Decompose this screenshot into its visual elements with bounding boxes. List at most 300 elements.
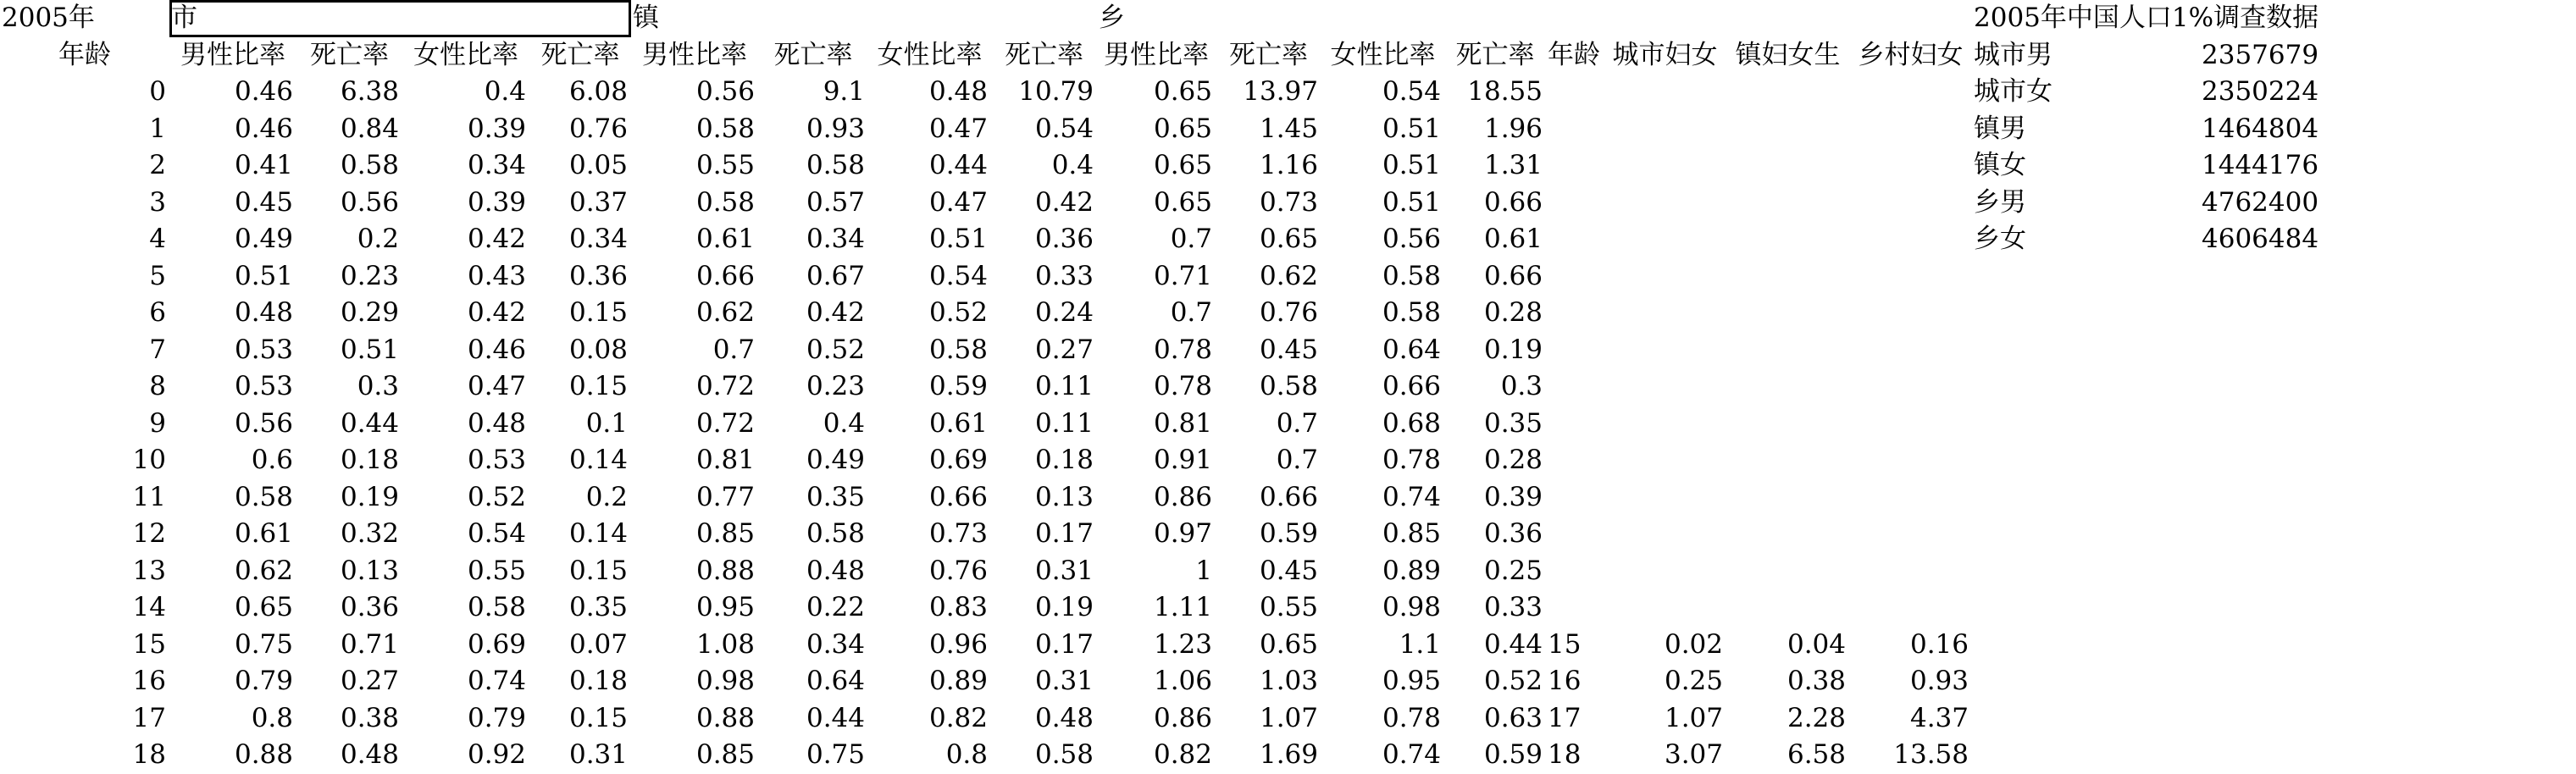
women-age-cell[interactable] [1546, 442, 1604, 479]
town-male-ratio-cell[interactable]: 1.08 [695, 628, 755, 660]
empty-cell[interactable] [2127, 406, 2322, 443]
population-label[interactable]: 城市男 [1974, 39, 2052, 70]
town-women-cell[interactable]: 2.28 [1787, 702, 1846, 733]
empty-cell[interactable] [2127, 516, 2322, 553]
empty-cell[interactable] [1972, 332, 2127, 369]
village-male-death-cell[interactable]: 0.7 [1276, 445, 1318, 476]
city-header-cell[interactable]: 市 [169, 0, 631, 37]
village-female-death-cell[interactable]: 0.66 [1483, 260, 1543, 291]
town-male-ratio-cell[interactable]: 0.77 [695, 481, 755, 512]
town-female-ratio-cell[interactable]: 0.47 [928, 186, 988, 218]
population-label[interactable]: 乡女 [1974, 224, 2026, 255]
village-male-ratio-cell[interactable]: 0.65 [1153, 150, 1212, 181]
city-male-ratio-cell[interactable]: 0.79 [234, 666, 293, 697]
village-male-ratio-cell[interactable]: 1.06 [1153, 666, 1212, 697]
col-header-town-male-ratio[interactable]: 男性比率 [642, 39, 747, 70]
town-male-ratio-cell[interactable]: 0.58 [695, 186, 755, 218]
town-women-cell[interactable]: 0.38 [1787, 666, 1846, 697]
women-age-cell[interactable] [1546, 553, 1604, 590]
age-cell[interactable]: 6 [149, 297, 166, 329]
city-male-death-cell[interactable]: 0.56 [340, 186, 399, 218]
town-male-death-cell[interactable]: 0.57 [806, 186, 865, 218]
city-male-ratio-cell[interactable]: 0.46 [234, 113, 293, 144]
town-male-ratio-cell[interactable]: 0.61 [695, 224, 755, 255]
town-female-death-cell[interactable]: 0.19 [1034, 592, 1094, 623]
village-male-death-cell[interactable]: 0.76 [1259, 297, 1318, 329]
empty-cell[interactable] [1972, 700, 2127, 738]
town-female-death-cell[interactable]: 0.31 [1034, 555, 1094, 586]
empty-cell[interactable] [1972, 589, 2127, 627]
village-female-death-cell[interactable]: 0.3 [1500, 371, 1543, 402]
city-female-death-cell[interactable]: 0.36 [568, 260, 628, 291]
town-women-cell[interactable] [1726, 368, 1849, 406]
city-male-death-cell[interactable]: 0.29 [340, 297, 399, 329]
city-male-ratio-cell[interactable]: 0.48 [234, 297, 293, 329]
age-cell[interactable]: 16 [132, 666, 166, 697]
women-age-cell[interactable] [1546, 479, 1604, 517]
village-female-death-cell[interactable]: 0.63 [1483, 702, 1543, 733]
village-women-cell[interactable]: 0.16 [1909, 628, 1969, 660]
city-female-death-cell[interactable]: 0.37 [568, 186, 628, 218]
city-male-death-cell[interactable]: 0.27 [340, 666, 399, 697]
village-female-death-cell[interactable]: 0.25 [1483, 555, 1543, 586]
town-male-ratio-cell[interactable]: 0.95 [695, 592, 755, 623]
city-women-cell[interactable] [1604, 185, 1726, 222]
village-male-death-cell[interactable]: 0.55 [1259, 592, 1318, 623]
village-female-death-cell[interactable]: 0.59 [1483, 739, 1543, 771]
women-age-cell[interactable] [1546, 221, 1604, 258]
city-women-cell[interactable] [1604, 221, 1726, 258]
population-label[interactable]: 乡男 [1974, 186, 2026, 218]
town-male-ratio-cell[interactable]: 0.72 [695, 371, 755, 402]
city-women-cell[interactable] [1604, 406, 1726, 443]
city-male-death-cell[interactable]: 0.32 [340, 518, 399, 550]
town-male-death-cell[interactable]: 9.1 [823, 76, 865, 108]
women-age-cell[interactable] [1546, 111, 1604, 148]
town-male-ratio-cell[interactable]: 0.56 [695, 76, 755, 108]
village-women-cell[interactable] [1849, 258, 1972, 296]
village-male-death-cell[interactable]: 0.62 [1259, 260, 1318, 291]
village-female-ratio-cell[interactable]: 0.78 [1382, 445, 1441, 476]
city-female-death-cell[interactable]: 0.05 [568, 150, 628, 181]
city-women-cell[interactable] [1604, 516, 1726, 553]
empty-cell[interactable] [2127, 332, 2322, 369]
village-male-ratio-cell[interactable]: 0.78 [1153, 371, 1212, 402]
village-women-cell[interactable] [1849, 111, 1972, 148]
village-male-ratio-cell[interactable]: 0.71 [1153, 260, 1212, 291]
empty-cell[interactable] [1972, 553, 2127, 590]
town-female-ratio-cell[interactable]: 0.66 [928, 481, 988, 512]
city-male-death-cell[interactable]: 0.48 [340, 739, 399, 771]
town-women-cell[interactable] [1726, 589, 1849, 627]
col-header-village-male-ratio[interactable]: 男性比率 [1104, 39, 1209, 70]
city-male-ratio-cell[interactable]: 0.88 [234, 739, 293, 771]
age-cell[interactable]: 12 [132, 518, 166, 550]
town-male-ratio-cell[interactable]: 0.72 [695, 407, 755, 439]
city-male-death-cell[interactable]: 0.18 [340, 445, 399, 476]
village-female-ratio-cell[interactable]: 0.89 [1382, 555, 1441, 586]
city-women-cell[interactable] [1604, 147, 1726, 185]
village-female-ratio-cell[interactable]: 0.51 [1382, 186, 1441, 218]
empty-cell[interactable] [1849, 0, 1972, 37]
col-header-village-female-ratio[interactable]: 女性比率 [1330, 39, 1436, 70]
city-female-death-cell[interactable]: 0.15 [568, 702, 628, 733]
village-male-death-cell[interactable]: 0.45 [1259, 555, 1318, 586]
town-women-cell[interactable] [1726, 479, 1849, 517]
city-male-ratio-cell[interactable]: 0.56 [234, 407, 293, 439]
empty-cell[interactable] [2127, 258, 2322, 296]
women-age-cell[interactable] [1546, 406, 1604, 443]
village-male-ratio-cell[interactable]: 1.11 [1153, 592, 1212, 623]
town-male-ratio-cell[interactable]: 0.88 [695, 702, 755, 733]
town-male-ratio-cell[interactable]: 0.62 [695, 297, 755, 329]
town-female-ratio-cell[interactable]: 0.58 [928, 334, 988, 365]
empty-cell[interactable] [2127, 700, 2322, 738]
empty-cell[interactable] [2127, 368, 2322, 406]
town-female-ratio-cell[interactable]: 0.82 [928, 702, 988, 733]
city-male-ratio-cell[interactable]: 0.51 [234, 260, 293, 291]
town-male-ratio-cell[interactable]: 0.81 [695, 445, 755, 476]
village-male-ratio-cell[interactable]: 0.7 [1170, 297, 1212, 329]
city-female-ratio-cell[interactable]: 0.43 [467, 260, 526, 291]
city-female-ratio-cell[interactable]: 0.39 [467, 113, 526, 144]
village-male-ratio-cell[interactable]: 0.65 [1153, 76, 1212, 108]
village-female-death-cell[interactable]: 18.55 [1467, 76, 1543, 108]
village-female-ratio-cell[interactable]: 0.58 [1382, 297, 1441, 329]
col-header-city-male-death[interactable]: 死亡率 [310, 39, 389, 70]
age-cell[interactable]: 17 [132, 702, 166, 733]
town-male-death-cell[interactable]: 0.48 [806, 555, 865, 586]
empty-cell[interactable] [1972, 663, 2127, 700]
empty-cell[interactable] [1216, 0, 1321, 37]
village-female-ratio-cell[interactable]: 0.95 [1382, 666, 1441, 697]
age-cell[interactable]: 7 [149, 334, 166, 365]
city-female-ratio-cell[interactable]: 0.55 [467, 555, 526, 586]
city-male-death-cell[interactable]: 0.51 [340, 334, 399, 365]
empty-cell[interactable] [1972, 295, 2127, 332]
village-male-death-cell[interactable]: 1.16 [1259, 150, 1318, 181]
town-female-death-cell[interactable]: 0.27 [1034, 334, 1094, 365]
col-header-city-male-ratio[interactable]: 男性比率 [180, 39, 285, 70]
town-female-ratio-cell[interactable]: 0.8 [945, 739, 988, 771]
village-male-death-cell[interactable]: 0.58 [1259, 371, 1318, 402]
empty-cell[interactable] [1972, 516, 2127, 553]
village-male-ratio-cell[interactable]: 1 [1195, 555, 1212, 586]
city-female-ratio-cell[interactable]: 0.54 [467, 518, 526, 550]
town-female-death-cell[interactable]: 0.33 [1034, 260, 1094, 291]
empty-cell[interactable] [2127, 295, 2322, 332]
village-female-death-cell[interactable]: 0.36 [1483, 518, 1543, 550]
village-male-death-cell[interactable]: 0.65 [1259, 628, 1318, 660]
village-female-death-cell[interactable]: 0.61 [1483, 224, 1543, 255]
empty-cell[interactable] [1972, 368, 2127, 406]
town-male-death-cell[interactable]: 0.23 [806, 371, 865, 402]
city-women-cell[interactable] [1604, 332, 1726, 369]
town-female-ratio-cell[interactable]: 0.47 [928, 113, 988, 144]
village-female-death-cell[interactable]: 0.33 [1483, 592, 1543, 623]
town-women-cell[interactable] [1726, 406, 1849, 443]
village-female-ratio-cell[interactable]: 0.51 [1382, 113, 1441, 144]
women-age-cell[interactable] [1546, 332, 1604, 369]
city-female-ratio-cell[interactable]: 0.92 [467, 739, 526, 771]
town-women-cell[interactable] [1726, 516, 1849, 553]
village-female-death-cell[interactable]: 0.66 [1483, 186, 1543, 218]
village-female-death-cell[interactable]: 0.28 [1483, 445, 1543, 476]
city-female-death-cell[interactable]: 0.15 [568, 555, 628, 586]
village-female-ratio-cell[interactable]: 1.1 [1399, 628, 1441, 660]
town-female-ratio-cell[interactable]: 0.73 [928, 518, 988, 550]
village-women-cell[interactable] [1849, 589, 1972, 627]
village-female-ratio-cell[interactable]: 0.68 [1382, 407, 1441, 439]
city-male-death-cell[interactable]: 0.19 [340, 481, 399, 512]
city-women-cell[interactable]: 3.07 [1664, 739, 1723, 771]
city-female-ratio-cell[interactable]: 0.42 [467, 224, 526, 255]
town-male-death-cell[interactable]: 0.58 [806, 150, 865, 181]
col-header-town-male-death[interactable]: 死亡率 [773, 39, 853, 70]
city-male-ratio-cell[interactable]: 0.61 [234, 518, 293, 550]
village-women-cell[interactable]: 13.58 [1893, 739, 1969, 771]
town-female-ratio-cell[interactable]: 0.54 [928, 260, 988, 291]
city-female-death-cell[interactable]: 6.08 [568, 76, 628, 108]
town-male-ratio-cell[interactable]: 0.85 [695, 518, 755, 550]
village-male-ratio-cell[interactable]: 0.91 [1153, 445, 1212, 476]
town-female-ratio-cell[interactable]: 0.96 [928, 628, 988, 660]
village-women-cell[interactable] [1849, 147, 1972, 185]
empty-cell[interactable] [2127, 553, 2322, 590]
town-female-death-cell[interactable]: 10.79 [1018, 76, 1094, 108]
city-male-death-cell[interactable]: 0.38 [340, 702, 399, 733]
village-header-cell[interactable]: 乡 [1099, 3, 1125, 34]
town-women-cell[interactable] [1726, 221, 1849, 258]
age-cell[interactable]: 18 [132, 739, 166, 771]
village-male-ratio-cell[interactable]: 0.81 [1153, 407, 1212, 439]
city-women-cell[interactable]: 1.07 [1664, 702, 1723, 733]
age-cell[interactable]: 5 [149, 260, 166, 291]
col-header-town-female-death[interactable]: 死亡率 [1005, 39, 1083, 70]
empty-cell[interactable] [1972, 479, 2127, 517]
town-male-death-cell[interactable]: 0.22 [806, 592, 865, 623]
col-header-city-female-death[interactable]: 死亡率 [540, 39, 620, 70]
women-age-cell[interactable] [1546, 258, 1604, 296]
town-male-death-cell[interactable]: 0.4 [823, 407, 865, 439]
city-male-ratio-cell[interactable]: 0.46 [234, 76, 293, 108]
city-male-death-cell[interactable]: 0.13 [340, 555, 399, 586]
empty-cell[interactable] [1546, 0, 1604, 37]
town-male-ratio-cell[interactable]: 0.88 [695, 555, 755, 586]
city-male-ratio-cell[interactable]: 0.49 [234, 224, 293, 255]
source-title-cell[interactable]: 2005年中国人口1%调查数据 [1974, 3, 2319, 34]
village-women-cell[interactable] [1849, 74, 1972, 111]
village-women-cell[interactable]: 4.37 [1909, 702, 1969, 733]
town-female-ratio-cell[interactable]: 0.83 [928, 592, 988, 623]
city-female-ratio-cell[interactable]: 0.52 [467, 481, 526, 512]
population-value[interactable]: 4606484 [2202, 224, 2319, 255]
village-male-ratio-cell[interactable]: 0.86 [1153, 702, 1212, 733]
town-header-cell[interactable]: 镇 [633, 3, 659, 34]
women-age-cell[interactable] [1546, 74, 1604, 111]
village-male-death-cell[interactable]: 1.69 [1259, 739, 1318, 771]
town-male-death-cell[interactable]: 0.34 [806, 628, 865, 660]
village-women-cell[interactable] [1849, 368, 1972, 406]
population-value[interactable]: 1444176 [2202, 150, 2319, 181]
village-women-cell[interactable] [1849, 221, 1972, 258]
village-male-ratio-cell[interactable]: 1.23 [1153, 628, 1212, 660]
town-women-cell[interactable]: 0.04 [1787, 628, 1846, 660]
village-female-ratio-cell[interactable]: 0.64 [1382, 334, 1441, 365]
city-female-death-cell[interactable]: 0.18 [568, 666, 628, 697]
city-male-ratio-cell[interactable]: 0.62 [234, 555, 293, 586]
empty-cell[interactable] [2127, 627, 2322, 664]
town-male-ratio-cell[interactable]: 0.55 [695, 150, 755, 181]
age-cell[interactable]: 14 [132, 592, 166, 623]
empty-cell[interactable] [1972, 406, 2127, 443]
women-age-cell[interactable]: 16 [1548, 666, 1582, 697]
city-male-death-cell[interactable]: 0.44 [340, 407, 399, 439]
col-header-city-female-ratio[interactable]: 女性比率 [413, 39, 518, 70]
women-age-cell[interactable] [1546, 368, 1604, 406]
empty-cell[interactable] [2127, 737, 2322, 774]
village-women-cell[interactable]: 0.93 [1909, 666, 1969, 697]
town-female-death-cell[interactable]: 0.17 [1034, 628, 1094, 660]
village-male-death-cell[interactable]: 1.45 [1259, 113, 1318, 144]
city-male-ratio-cell[interactable]: 0.6 [251, 445, 293, 476]
col-header-village-female-death[interactable]: 死亡率 [1455, 39, 1535, 70]
city-female-ratio-cell[interactable]: 0.53 [467, 445, 526, 476]
town-women-cell[interactable] [1726, 111, 1849, 148]
village-male-ratio-cell[interactable]: 0.97 [1153, 518, 1212, 550]
village-male-death-cell[interactable]: 13.97 [1243, 76, 1318, 108]
village-female-ratio-cell[interactable]: 0.66 [1382, 371, 1441, 402]
empty-cell[interactable] [1604, 0, 1726, 37]
city-male-death-cell[interactable]: 0.71 [340, 628, 399, 660]
col-header-age[interactable]: 年龄 [58, 39, 111, 70]
village-female-death-cell[interactable]: 1.31 [1483, 150, 1543, 181]
village-women-cell[interactable] [1849, 406, 1972, 443]
town-male-ratio-cell[interactable]: 0.85 [695, 739, 755, 771]
city-female-death-cell[interactable]: 0.31 [568, 739, 628, 771]
age-cell[interactable]: 8 [149, 371, 166, 402]
town-female-death-cell[interactable]: 0.13 [1034, 481, 1094, 512]
town-female-death-cell[interactable]: 0.42 [1034, 186, 1094, 218]
empty-cell[interactable] [1972, 627, 2127, 664]
town-male-death-cell[interactable]: 0.64 [806, 666, 865, 697]
village-male-death-cell[interactable]: 0.45 [1259, 334, 1318, 365]
town-male-death-cell[interactable]: 0.42 [806, 297, 865, 329]
village-women-cell[interactable] [1849, 442, 1972, 479]
town-male-ratio-cell[interactable]: 0.66 [695, 260, 755, 291]
village-female-ratio-cell[interactable]: 0.78 [1382, 702, 1441, 733]
city-female-death-cell[interactable]: 0.76 [568, 113, 628, 144]
village-women-cell[interactable] [1849, 332, 1972, 369]
population-value[interactable]: 2357679 [2202, 39, 2319, 70]
village-female-death-cell[interactable]: 0.44 [1483, 628, 1543, 660]
village-male-ratio-cell[interactable]: 0.65 [1153, 113, 1212, 144]
women-age-cell[interactable]: 18 [1548, 739, 1582, 771]
town-male-death-cell[interactable]: 0.67 [806, 260, 865, 291]
age-cell[interactable]: 15 [132, 628, 166, 660]
town-male-death-cell[interactable]: 0.34 [806, 224, 865, 255]
village-female-ratio-cell[interactable]: 0.54 [1382, 76, 1441, 108]
women-age-cell[interactable] [1546, 295, 1604, 332]
city-female-death-cell[interactable]: 0.35 [568, 592, 628, 623]
empty-cell[interactable] [1972, 258, 2127, 296]
city-female-death-cell[interactable]: 0.07 [568, 628, 628, 660]
city-women-cell[interactable] [1604, 258, 1726, 296]
town-female-ratio-cell[interactable]: 0.69 [928, 445, 988, 476]
city-male-ratio-cell[interactable]: 0.53 [234, 371, 293, 402]
town-male-death-cell[interactable]: 0.44 [806, 702, 865, 733]
town-women-cell[interactable]: 6.58 [1787, 739, 1846, 771]
town-male-death-cell[interactable]: 0.93 [806, 113, 865, 144]
empty-cell[interactable] [2127, 589, 2322, 627]
age-cell[interactable]: 2 [149, 150, 166, 181]
city-female-ratio-cell[interactable]: 0.69 [467, 628, 526, 660]
village-male-death-cell[interactable]: 0.73 [1259, 186, 1318, 218]
age-cell[interactable]: 4 [149, 224, 166, 255]
age-cell[interactable]: 3 [149, 186, 166, 218]
city-female-ratio-cell[interactable]: 0.74 [467, 666, 526, 697]
town-female-death-cell[interactable]: 0.11 [1034, 407, 1094, 439]
town-female-ratio-cell[interactable]: 0.89 [928, 666, 988, 697]
women-age-cell[interactable] [1546, 589, 1604, 627]
city-male-death-cell[interactable]: 0.2 [357, 224, 399, 255]
village-male-death-cell[interactable]: 1.07 [1259, 702, 1318, 733]
city-female-ratio-cell[interactable]: 0.79 [467, 702, 526, 733]
city-female-ratio-cell[interactable]: 0.42 [467, 297, 526, 329]
town-male-ratio-cell[interactable]: 0.58 [695, 113, 755, 144]
col-header-city-women[interactable]: 城市妇女 [1612, 39, 1718, 70]
city-female-death-cell[interactable]: 0.34 [568, 224, 628, 255]
city-female-ratio-cell[interactable]: 0.4 [484, 76, 526, 108]
city-women-cell[interactable] [1604, 479, 1726, 517]
city-female-ratio-cell[interactable]: 0.46 [467, 334, 526, 365]
city-male-death-cell[interactable]: 0.58 [340, 150, 399, 181]
city-women-cell[interactable] [1604, 589, 1726, 627]
village-female-ratio-cell[interactable]: 0.74 [1382, 481, 1441, 512]
town-male-ratio-cell[interactable]: 0.98 [695, 666, 755, 697]
village-female-ratio-cell[interactable]: 0.58 [1382, 260, 1441, 291]
village-female-death-cell[interactable]: 0.35 [1483, 407, 1543, 439]
village-male-ratio-cell[interactable]: 0.82 [1153, 739, 1212, 771]
age-cell[interactable]: 1 [149, 113, 166, 144]
town-female-death-cell[interactable]: 0.58 [1034, 739, 1094, 771]
town-female-ratio-cell[interactable]: 0.59 [928, 371, 988, 402]
city-male-death-cell[interactable]: 0.84 [340, 113, 399, 144]
empty-cell[interactable] [2127, 442, 2322, 479]
women-age-cell[interactable] [1546, 185, 1604, 222]
town-male-death-cell[interactable]: 0.49 [806, 445, 865, 476]
town-women-cell[interactable] [1726, 553, 1849, 590]
empty-cell[interactable] [2127, 479, 2322, 517]
village-male-death-cell[interactable]: 1.03 [1259, 666, 1318, 697]
village-women-cell[interactable] [1849, 479, 1972, 517]
village-female-death-cell[interactable]: 0.28 [1483, 297, 1543, 329]
town-female-ratio-cell[interactable]: 0.51 [928, 224, 988, 255]
town-male-death-cell[interactable]: 0.35 [806, 481, 865, 512]
village-male-death-cell[interactable]: 0.59 [1259, 518, 1318, 550]
col-header-age-short[interactable]: 年龄 [1548, 39, 1600, 70]
village-women-cell[interactable] [1849, 553, 1972, 590]
city-women-cell[interactable] [1604, 295, 1726, 332]
town-female-death-cell[interactable]: 0.17 [1034, 518, 1094, 550]
age-cell[interactable]: 9 [149, 407, 166, 439]
town-female-death-cell[interactable]: 0.48 [1034, 702, 1094, 733]
town-women-cell[interactable] [1726, 332, 1849, 369]
town-women-cell[interactable] [1726, 74, 1849, 111]
empty-cell[interactable] [1444, 0, 1546, 37]
village-female-ratio-cell[interactable]: 0.56 [1382, 224, 1441, 255]
city-female-ratio-cell[interactable]: 0.34 [467, 150, 526, 181]
